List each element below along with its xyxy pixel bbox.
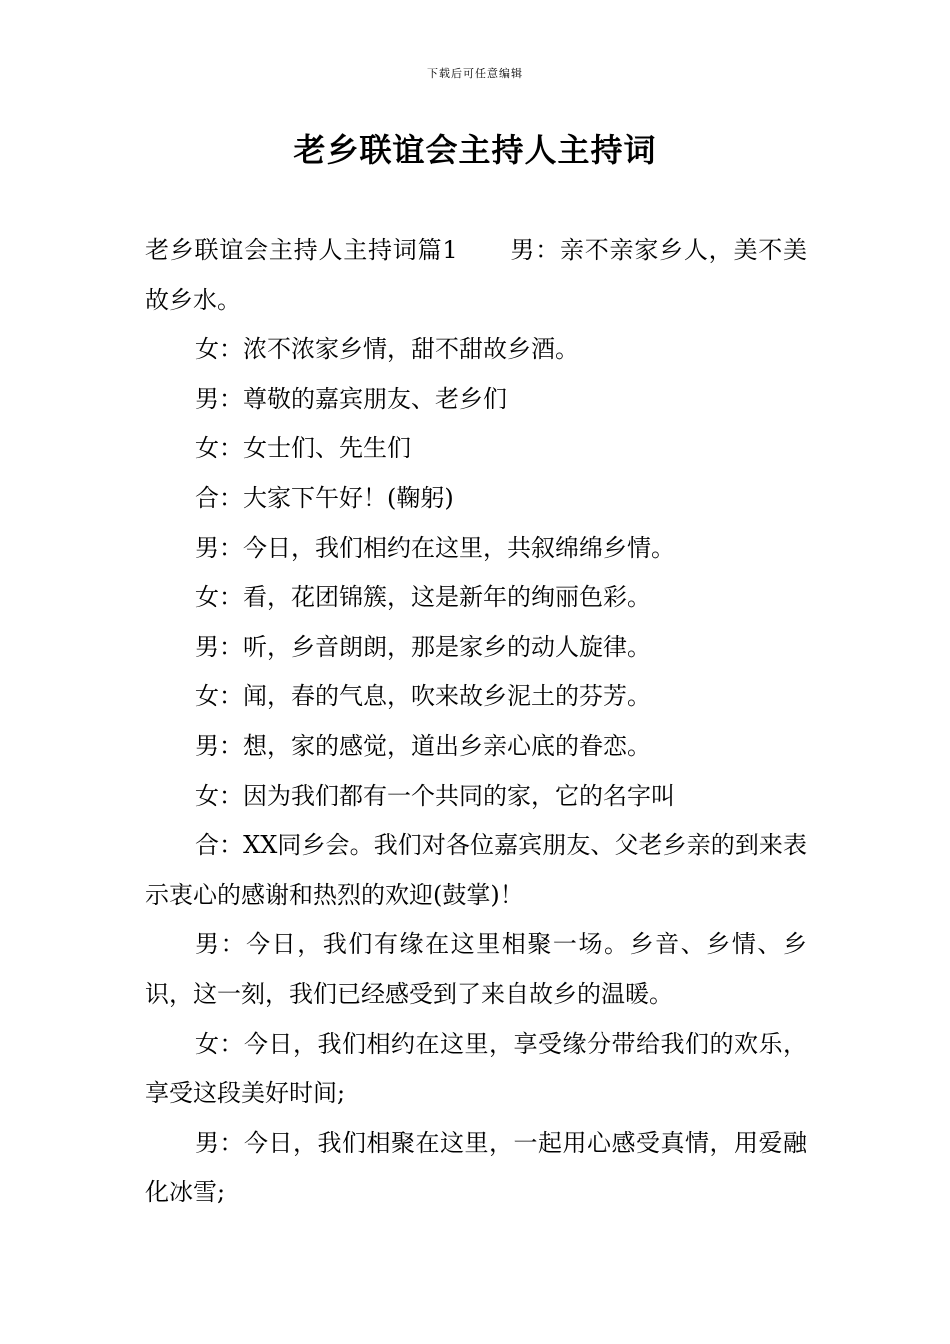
paragraph: 女：闻，春的气息，吹来故乡泥土的芬芳。	[195, 682, 651, 711]
document-title: 老乡联谊会主持人主持词	[293, 131, 657, 169]
paragraph: 女：看，花团锦簇，这是新年的绚丽色彩。	[195, 583, 651, 612]
first-paragraph	[145, 226, 807, 325]
document-body	[145, 226, 807, 1218]
paragraph: 男：今日，我们相约在这里，共叙绵绵乡情。	[195, 533, 675, 562]
paragraph: 男：听，乡音朗朗，那是家乡的动人旋律。	[195, 632, 651, 661]
paragraph: 合：大家下午好！(鞠躬)	[195, 483, 454, 512]
paragraph: 合：XX同乡会。我们对各位嘉宾朋友、父老乡亲的到来表示衷心的感谢和热烈的欢迎(鼓掌)！	[145, 831, 807, 909]
section-heading: 老乡联谊会主持人主持词篇1	[145, 236, 458, 264]
paragraph: 男：尊敬的嘉宾朋友、老乡们	[195, 384, 507, 413]
paragraph: 女：女士们、先生们	[195, 434, 411, 463]
first-paragraph-text: 男：亲不亲家乡人，美不美故乡水。	[145, 236, 807, 314]
paragraph: 女：浓不浓家乡情，甜不甜故乡酒。	[195, 335, 579, 364]
paragraph: 男：想，家的感觉，道出乡亲心底的眷恋。	[195, 731, 651, 760]
header-note: 下载后可任意编辑	[427, 67, 523, 80]
paragraph: 男：今日，我们相聚在这里，一起用心感受真情，用爱融化冰雪;	[145, 1128, 807, 1207]
paragraph: 女：因为我们都有一个共同的家，它的名字叫	[195, 781, 675, 810]
paragraph: 女：今日，我们相约在这里，享受缘分带给我们的欢乐，享受这段美好时间;	[145, 1029, 807, 1108]
paragraph: 男：今日，我们有缘在这里相聚一场。乡音、乡情、乡识，这一刻，我们已经感受到了来自故乡的温暖。	[145, 930, 807, 1008]
